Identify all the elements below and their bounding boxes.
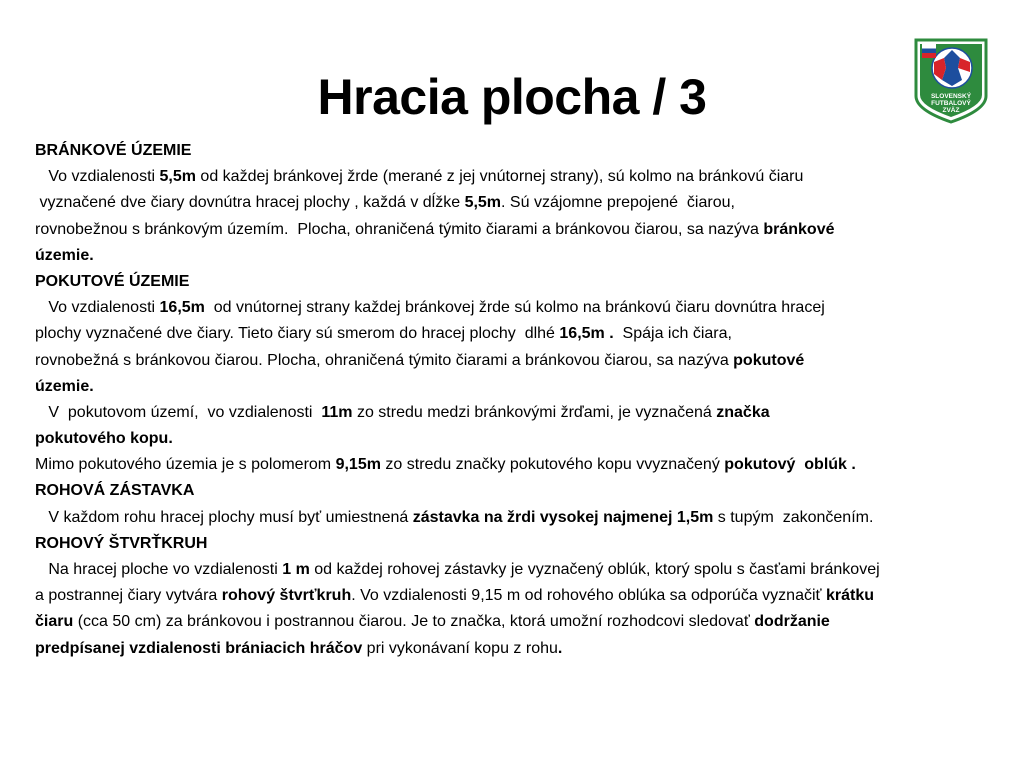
- body-line: [35, 583, 995, 609]
- body-line: [35, 531, 995, 557]
- body-line: [35, 321, 995, 347]
- text-segment: plochy vyznačené dve čiary. Tieto čiary sú smerom do hracej plochy dlhé: [35, 325, 560, 343]
- text-segment: rovnobežná s bránkovou čiarou. Plocha, ohraničená týmito čiarami a bránkovou čiarou, sa nazýva: [35, 351, 734, 369]
- bold-text-segment: bránkové: [763, 220, 835, 238]
- text-segment: od každej rohovej zástavky je vyznačený oblúk, ktorý spolu s časťami bránkovej: [309, 561, 880, 578]
- body-line: [35, 164, 995, 190]
- slide-body-text: [35, 138, 995, 662]
- text-segment: od vnútornej strany každej bránkovej žrde sú kolmo na bránkovú čiaru dovnútra hracej: [204, 299, 825, 317]
- body-line: [35, 478, 995, 504]
- bold-text-segment: .: [557, 639, 563, 657]
- body-line: [35, 295, 995, 321]
- bold-text-segment: 5,5m: [159, 168, 196, 186]
- bold-text-segment: pokutový oblúk .: [724, 456, 856, 474]
- text-segment: Mimo pokutového územia je s polomerom: [35, 456, 336, 474]
- logo-text-line-2: FUTBALOVÝ: [931, 100, 971, 107]
- text-segment: od každej bránkovej žrde (merané z jej vnútornej strany), sú kolmo na bránkovú čiaru: [195, 168, 804, 186]
- bold-text-segment: zástavka na žrdi vysokej najmenej 1,5m: [412, 508, 714, 526]
- text-segment: V každom rohu hracej plochy musí byť umiestnená: [35, 508, 413, 526]
- text-segment: a postrannej čiary vytvára: [35, 587, 222, 605]
- body-line: [35, 426, 995, 452]
- body-line: [35, 557, 995, 583]
- bold-text-segment: 16,5m .: [559, 325, 614, 343]
- slovak-football-association-logo: [914, 38, 988, 124]
- body-line: [35, 505, 995, 531]
- text-segment: Na hracej ploche vo vzdialenosti: [35, 561, 283, 578]
- bold-text-segment: 5,5m: [464, 194, 502, 212]
- body-line: [35, 138, 995, 164]
- body-line: [35, 452, 995, 478]
- bold-text-segment: značka: [716, 403, 770, 421]
- bold-text-segment: čiaru: [35, 613, 74, 631]
- bold-text-segment: územie.: [35, 246, 94, 264]
- text-segment: rovnobežnou s bránkovým územím. Plocha, ohraničená týmito čiarami a bránkovou čiarou, sa nazýva: [35, 220, 764, 238]
- logo-slovak-flag-icon: [922, 44, 936, 58]
- bold-text-segment: 9,15m: [335, 456, 381, 474]
- bold-text-segment: krátku: [825, 587, 874, 605]
- bold-text-segment: 11m: [321, 403, 353, 421]
- bold-text-segment: POKUTOVÉ ÚZEMIE: [35, 272, 190, 290]
- bold-text-segment: pokutového kopu.: [35, 430, 173, 448]
- bold-text-segment: ROHOVÁ ZÁSTAVKA: [35, 482, 195, 500]
- text-segment: Vo vzdialenosti: [35, 299, 160, 317]
- bold-text-segment: rohový štvrťkruh: [221, 587, 352, 605]
- bold-text-segment: ROHOVÝ ŠTVRŤKRUH: [35, 534, 208, 552]
- text-segment: V pokutovom území, vo vzdialenosti: [35, 403, 322, 421]
- bold-text-segment: 1 m: [282, 561, 310, 578]
- logo-ball-icon: [932, 48, 972, 88]
- logo-text-line-1: SLOVENSKÝ: [930, 93, 972, 100]
- bold-text-segment: BRÁNKOVÉ ÚZEMIE: [35, 142, 192, 159]
- bold-text-segment: 16,5m: [159, 299, 205, 317]
- text-segment: vyznačené dve čiary dovnútra hracej plochy , každá v dĺžke: [35, 194, 465, 212]
- bold-text-segment: predpísanej vzdialenosti brániacich hráčov: [35, 639, 363, 657]
- body-line: [35, 374, 995, 400]
- text-segment: . Sú vzájomne prepojené čiarou,: [501, 194, 735, 212]
- body-line: [35, 348, 995, 374]
- body-line: [35, 400, 995, 426]
- body-line: [35, 243, 995, 269]
- text-segment: Vo vzdialenosti: [35, 168, 160, 186]
- logo-text-line-3: ZVÄZ: [942, 107, 960, 114]
- body-line: [35, 269, 995, 295]
- text-segment: zo stredu značky pokutového kopu vvyznačený: [380, 456, 725, 474]
- text-segment: Spája ich čiara,: [613, 325, 732, 343]
- bold-text-segment: pokutové: [733, 351, 805, 369]
- bold-text-segment: územie.: [35, 377, 94, 395]
- body-line: [35, 217, 995, 243]
- body-line: [35, 609, 995, 635]
- text-segment: zo stredu medzi bránkovými žrďami, je vyznačená: [352, 403, 717, 421]
- text-segment: pri vykonávaní kopu z rohu: [362, 639, 558, 657]
- text-segment: (cca 50 cm) za bránkovou i postrannou čiarou. Je to značka, ktorá umožní rozhodcovi sledovať: [73, 613, 755, 631]
- slide-title: Hracia plocha / 3: [317, 69, 707, 125]
- text-segment: . Vo vzdialenosti 9,15 m od rohového oblúka sa odporúča vyznačiť: [351, 587, 826, 605]
- body-line: [35, 636, 995, 662]
- bold-text-segment: dodržanie: [754, 613, 830, 631]
- body-line: [35, 190, 995, 216]
- text-segment: s tupým zakončením.: [713, 508, 874, 526]
